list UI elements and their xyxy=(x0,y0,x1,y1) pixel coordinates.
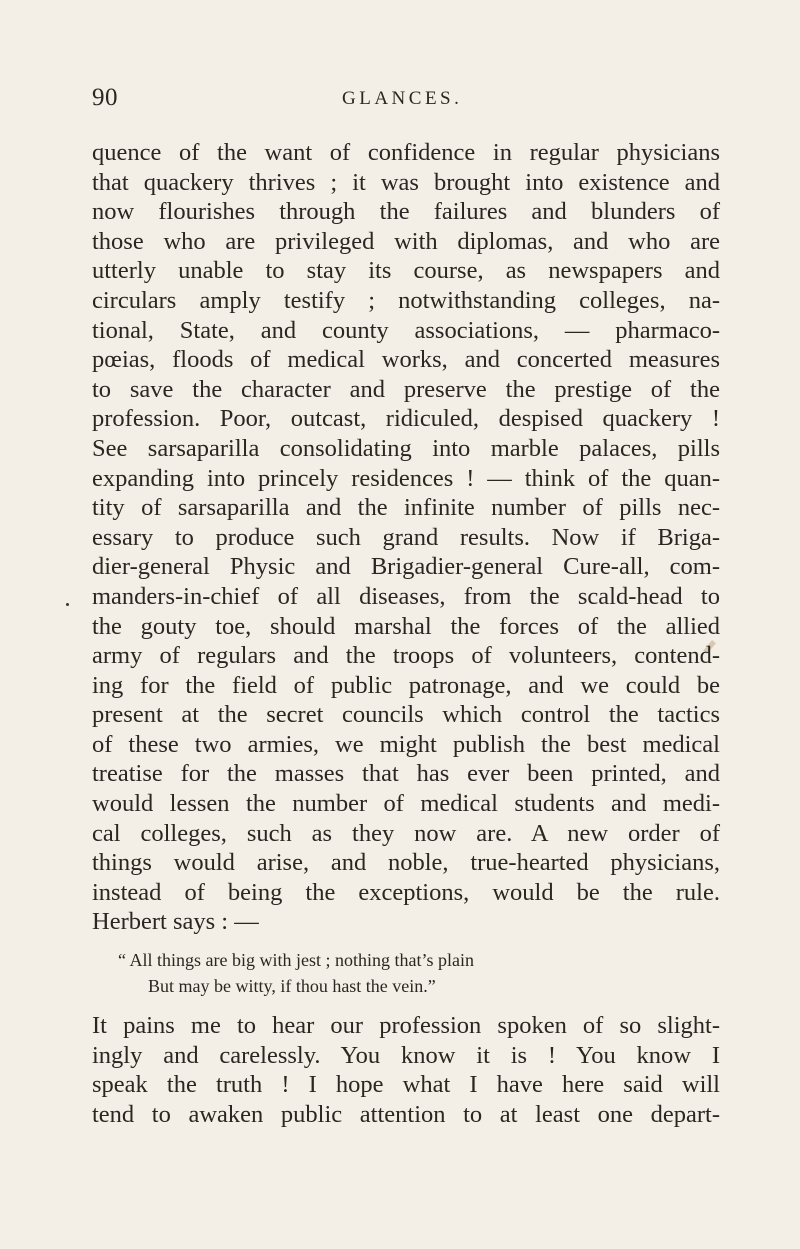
text-line: expanding into princely residences ! — think of the quan- xyxy=(92,464,720,492)
verse-quote xyxy=(92,947,720,999)
text-line: speak the truth ! I hope what I have here said will xyxy=(92,1071,720,1099)
page-header xyxy=(92,84,722,118)
text-line: that quackery thrives ; it was brought into existence and xyxy=(92,168,720,196)
text-line: utterly unable to stay its course, as newspapers and xyxy=(92,257,720,285)
text-line: profession. Poor, outcast, ridiculed, despised quackery ! xyxy=(92,405,720,433)
text-line: of these two armies, we might publish the best medical xyxy=(92,730,720,758)
margin-mark xyxy=(66,603,69,606)
text-line: present at the secret councils which control the tactics xyxy=(92,701,720,729)
text-line: Herbert says : — xyxy=(92,908,259,936)
text-line: See sarsaparilla consolidating into marble palaces, pills xyxy=(92,434,720,462)
text-line: army of regulars and the troops of volunteers, contend- xyxy=(92,642,720,670)
text-line: treatise for the masses that has ever been printed, and xyxy=(92,760,720,788)
text-line: circulars amply testify ; notwithstanding colleges, na- xyxy=(92,286,720,314)
body-text xyxy=(92,138,720,1129)
text-line: essary to produce such grand results. Now if Briga- xyxy=(92,523,720,551)
text-line: would lessen the number of medical students and medi- xyxy=(92,790,720,818)
text-line: manders-in-chief of all diseases, from the scald-head to xyxy=(92,582,720,610)
running-head: GLANCES. xyxy=(342,88,463,109)
text-line: to save the character and preserve the prestige of the xyxy=(92,375,720,403)
text-line: instead of being the exceptions, would be the rule. xyxy=(92,878,720,906)
text-line: cal colleges, such as they now are. A new order of xyxy=(92,819,720,847)
quote-line: But may be witty, if thou hast the vein.” xyxy=(148,976,436,997)
text-line: things would arise, and noble, true-hearted physicians, xyxy=(92,849,720,877)
text-line: dier-general Physic and Brigadier-general Cure-all, com- xyxy=(92,553,720,581)
paragraph-1 xyxy=(92,138,720,937)
text-line: now flourishes through the failures and blunders of xyxy=(92,198,720,226)
text-line: It pains me to hear our profession spoken of so slight- xyxy=(92,1012,720,1040)
text-line: quence of the want of confidence in regular physicians xyxy=(92,139,720,166)
paragraph-2 xyxy=(92,1011,720,1129)
quote-line: “ All things are big with jest ; nothing that’s plain xyxy=(118,950,474,971)
text-line: tional, State, and county associations, — pharmaco- xyxy=(92,316,720,344)
text-line: ing for the field of public patronage, and we could be xyxy=(92,671,720,699)
text-line: the gouty toe, should marshal the forces of the allied xyxy=(92,612,720,640)
text-line: tend to awaken public attention to at least one depart- xyxy=(92,1100,720,1128)
text-line: ingly and carelessly. You know it is ! You know I xyxy=(92,1041,720,1069)
text-line: tity of sarsaparilla and the infinite number of pills nec- xyxy=(92,494,720,522)
text-line: those who are privileged with diplomas, and who are xyxy=(92,227,720,255)
page-number: 90 xyxy=(92,84,118,111)
text-line: pœias, floods of medical works, and concerted measures xyxy=(92,346,720,374)
